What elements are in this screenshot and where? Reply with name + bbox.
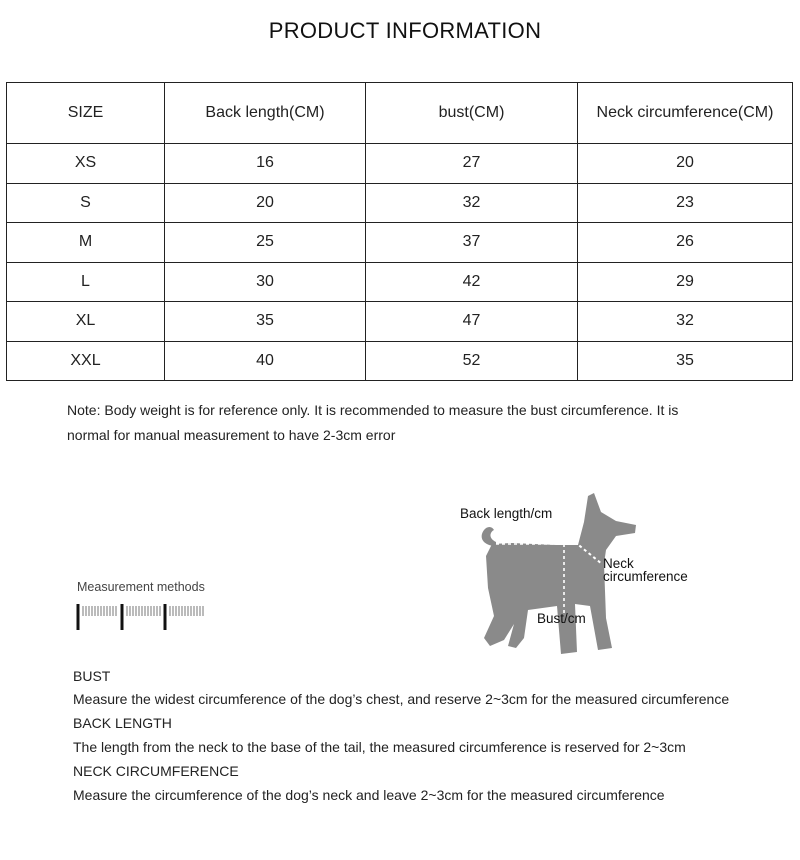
cell-neck: 35 xyxy=(578,341,793,381)
cell-back-length: 35 xyxy=(165,302,366,342)
cell-bust: 37 xyxy=(366,223,578,263)
bust-heading: BUST xyxy=(73,668,111,684)
neck-heading: NECK CIRCUMFERENCE xyxy=(73,763,239,779)
cell-bust: 52 xyxy=(366,341,578,381)
bust-label: Bust/cm xyxy=(537,611,586,626)
cell-neck: 20 xyxy=(578,144,793,184)
table-row xyxy=(7,341,793,381)
cell-neck: 23 xyxy=(578,183,793,223)
cell-back-length: 30 xyxy=(165,262,366,302)
cell-bust: 27 xyxy=(366,144,578,184)
cell-size: S xyxy=(7,183,165,223)
dog-measurement-diagram xyxy=(440,488,730,663)
tape-measure-icon xyxy=(76,604,208,632)
cell-size: XL xyxy=(7,302,165,342)
cell-back-length: 16 xyxy=(165,144,366,184)
header-size: SIZE xyxy=(7,83,165,144)
table-row xyxy=(7,144,793,184)
cell-back-length: 20 xyxy=(165,183,366,223)
header-neck-circumference: Neck circumference(CM) xyxy=(578,83,793,144)
bust-text: Measure the widest circumference of the dog’s chest, and reserve 2~3cm for the measured circumference xyxy=(73,691,730,707)
measurement-methods-label: Measurement methods xyxy=(77,580,205,594)
cell-size: XS xyxy=(7,144,165,184)
cell-back-length: 25 xyxy=(165,223,366,263)
table-row xyxy=(7,223,793,263)
table-row xyxy=(7,183,793,223)
table-row xyxy=(7,262,793,302)
back-length-label: Back length/cm xyxy=(460,506,553,521)
note-line-1: Note: Body weight is for reference only. It is recommended to measure the bust circumference. It is xyxy=(67,402,679,418)
cell-bust: 32 xyxy=(366,183,578,223)
neck-label-line-2: circumference xyxy=(603,569,688,584)
cell-neck: 29 xyxy=(578,262,793,302)
neck-text: Measure the circumference of the dog’s neck and leave 2~3cm for the measured circumference xyxy=(73,787,665,803)
note xyxy=(67,398,757,448)
back-length-heading: BACK LENGTH xyxy=(73,715,172,731)
cell-size: M xyxy=(7,223,165,263)
cell-neck: 26 xyxy=(578,223,793,263)
note-line-2: normal for manual measurement to have 2-3cm error xyxy=(67,427,396,443)
page-title: PRODUCT INFORMATION xyxy=(268,18,542,43)
header-bust: bust(CM) xyxy=(366,83,578,144)
cell-bust: 47 xyxy=(366,302,578,342)
cell-back-length: 40 xyxy=(165,341,366,381)
size-table xyxy=(6,82,793,381)
neck-label-line-1: Neck xyxy=(603,556,634,571)
cell-bust: 42 xyxy=(366,262,578,302)
table-header-row xyxy=(7,83,793,144)
cell-neck: 32 xyxy=(578,302,793,342)
cell-size: XXL xyxy=(7,341,165,381)
table-row xyxy=(7,302,793,342)
cell-size: L xyxy=(7,262,165,302)
back-length-text: The length from the neck to the base of the tail, the measured circumference is reserved for 2~3cm xyxy=(73,739,686,755)
header-back-length: Back length(CM) xyxy=(165,83,366,144)
